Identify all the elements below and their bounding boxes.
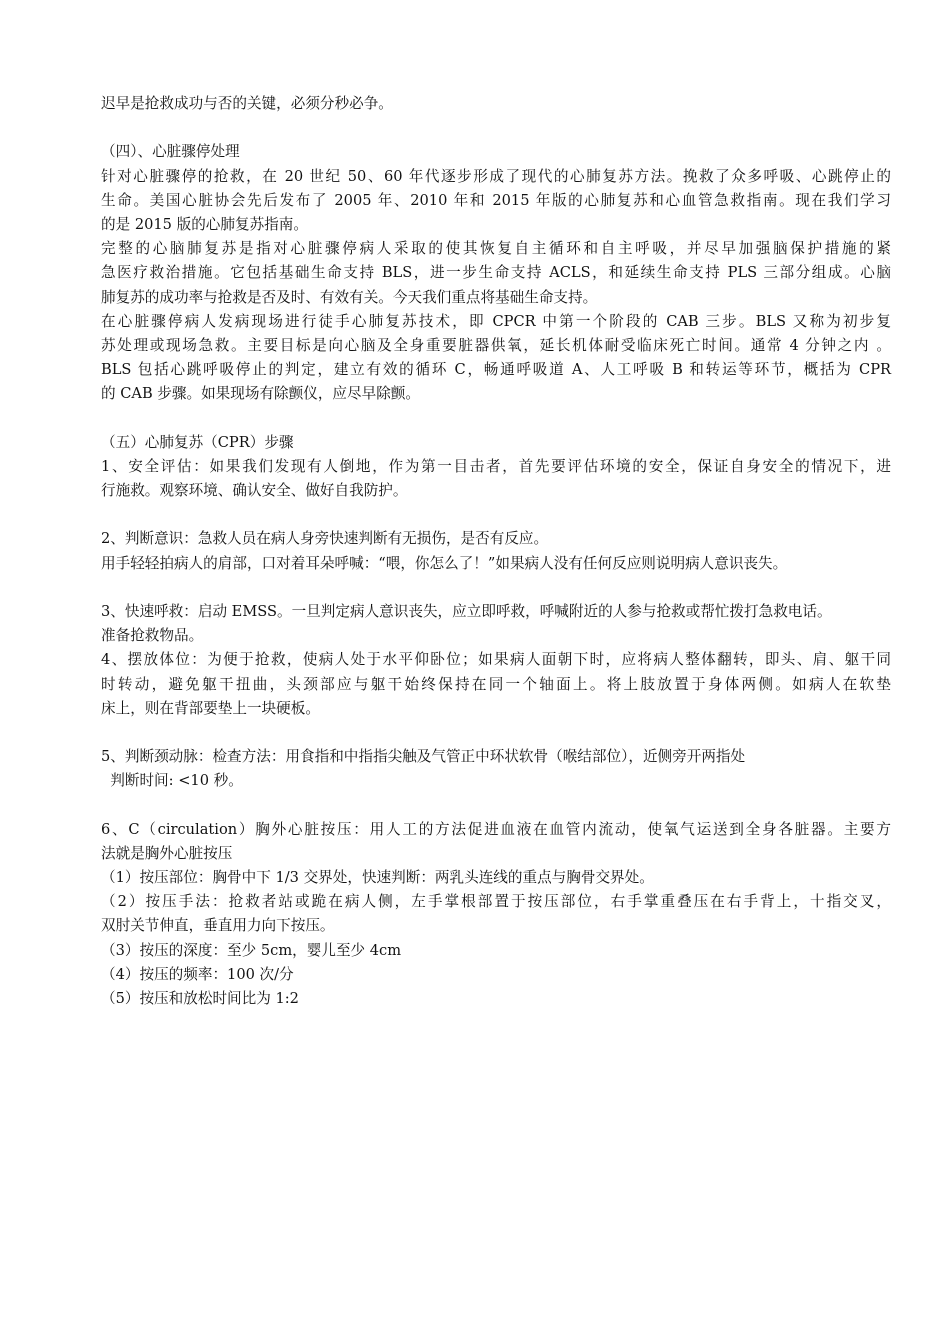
text-line: 法就是胸外心脏按压: [101, 844, 233, 862]
text-line: BLS 包括心跳呼吸停止的判定，建立有效的循环 C，畅通呼吸道 A、人工呼吸 B 和转运等环节，概括为 CPR: [101, 361, 891, 379]
blank-line: [101, 503, 891, 527]
text-line: 完整的心脑肺复苏是指对心脏骤停病人采取的使其恢复自主循环和自主呼吸，并尽早加强脑保护措施的紧: [101, 240, 891, 258]
text-line: 急医疗救治措施。它包括基础生命支持 BLS，进一步生命支持 ACLS，和延续生命支持 PLS 三部分组成。心脑: [101, 264, 891, 282]
text-line: 用手轻轻拍病人的肩部，口对着耳朵呼喊：“喂，你怎么了！”如果病人没有任何反应则说明病人意识丧失。: [101, 554, 788, 572]
blank-line: [101, 576, 891, 600]
text-line: 肺复苏的成功率与抢救是否及时、有效有关。今天我们重点将基础生命支持。: [101, 288, 598, 306]
list-item: （3）按压的深度：至少 5cm，婴儿至少 4cm: [101, 941, 402, 959]
text-line: 双肘关节伸直，垂直用力向下按压。: [101, 917, 335, 935]
text-line: 生命。美国心脏协会先后发布了 2005 年、2010 年和 2015 年版的心肺复苏和心血管急救指南。现在我们学习: [101, 191, 891, 209]
text-line: 在心脏骤停病人发病现场进行徒手心肺复苏技术，即 CPCR 中第一个阶段的 CAB 三步。BLS 又称为初步复: [101, 312, 891, 330]
text-line: 行施救。观察环境、确认安全、做好自我防护。: [101, 482, 408, 499]
text-line: 4、摆放体位：为便于抢救，使病人处于水平仰卧位；如果病人面朝下时，应将病人整体翻转，即头、肩、躯干同: [101, 651, 891, 669]
text-line: 6、C（circulation）胸外心脏按压：用人工的方法促进血液在血管内流动，使氧气运送到全身各脏器。主要方: [101, 820, 891, 838]
blank-line: [101, 116, 891, 140]
text-line: 的 CAB 步骤。如果现场有除颤仪，应尽早除颤。: [101, 385, 420, 403]
blank-line: [101, 721, 891, 745]
text-line: 准备抢救物品。: [101, 627, 204, 645]
text-line: 针对心脏骤停的抢救，在 20 世纪 50、60 年代逐步形成了现代的心肺复苏方法。挽救了众多呼吸、心跳停止的: [101, 167, 891, 185]
text-line: 苏处理或现场急救。主要目标是向心脑及全身重要脏器供氧，延长机体耐受临床死亡时间。通常 4 分钟之内 。: [101, 336, 891, 354]
text-line: 的是 2015 版的心肺复苏指南。: [101, 215, 308, 233]
list-item: （5）按压和放松时间比为 1:2: [101, 989, 299, 1007]
text-line: 时转动，避免躯干扭曲，头颈部应与躯干始终保持在同一个轴面上。将上肢放置于身体两侧。如病人在软垫: [101, 675, 891, 693]
blank-line: [101, 406, 891, 430]
text-line: 床上，则在背部要垫上一块硬板。: [101, 699, 320, 717]
text-line: 2、判断意识：急救人员在病人身旁快速判断有无损伤，是否有反应。: [101, 530, 549, 548]
blank-line: [101, 793, 891, 817]
text-line: 1、安全评估：如果我们发现有人倒地，作为第一目击者，首先要评估环境的安全，保证自身安全的情况下，进: [101, 457, 891, 475]
text-line: 3、快速呼救：启动 EMSS。一旦判定病人意识丧失，应立即呼救，呼喊附近的人参与抢救或帮忙拨打急救电话。: [101, 602, 832, 620]
text-line: 5、判断颈动脉：检查方法：用食指和中指指尖触及气管正中环状软骨（喉结部位），近侧旁开两指处: [101, 748, 746, 766]
list-item: （4）按压的频率：100 次/分: [101, 965, 294, 983]
text-line: 判断时间: <10 秒。: [101, 772, 243, 790]
list-item: （1）按压部位：胸骨中下 1/3 交界处，快速判断：两乳头连线的重点与胸骨交界处。: [101, 869, 654, 886]
section-heading-4: （四）、心脏骤停处理: [101, 143, 240, 161]
list-item: （2）按压手法：抢救者站或跪在病人侧，左手掌根部置于按压部位，右手掌重叠压在右手背上，十指交叉，: [101, 893, 891, 911]
section-heading-5: （五）心肺复苏（CPR）步骤: [101, 433, 294, 451]
document-body: [101, 92, 891, 1011]
text-line: 迟早是抢救成功与否的关键，必须分秒必争。: [101, 95, 393, 112]
